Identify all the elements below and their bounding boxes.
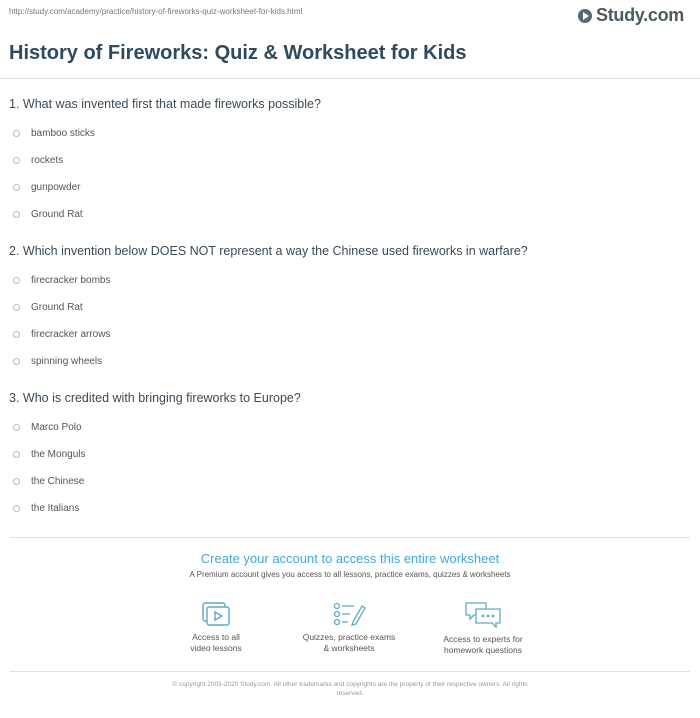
radio-icon[interactable]: [13, 184, 20, 191]
cta-subtitle: A Premium account gives you access to all lessons, practice exams, quizzes & worksheets: [189, 570, 511, 579]
radio-icon[interactable]: [13, 304, 20, 311]
question-1: [9, 97, 690, 228]
footer-divider: [10, 671, 690, 672]
option-label: the Italians: [31, 503, 80, 514]
answer-option[interactable]: [9, 441, 690, 468]
option-label: the Monguls: [31, 449, 86, 460]
question-3: [9, 391, 690, 522]
answer-option[interactable]: [9, 321, 690, 348]
cta-title[interactable]: Create your account to access this entire worksheet: [200, 551, 500, 566]
radio-icon[interactable]: [13, 130, 20, 137]
radio-icon[interactable]: [13, 211, 20, 218]
feature-label: Access to all video lessons: [190, 632, 242, 653]
quizzes-icon: [332, 601, 366, 627]
radio-icon[interactable]: [13, 331, 20, 338]
answer-option[interactable]: [9, 120, 690, 147]
logo-text: Study.com: [596, 5, 684, 25]
page-url: http://study.com/academy/practice/history-of-fireworks-quiz-worksheet-for-kids.html: [9, 7, 303, 16]
question-text: 2. Which invention below DOES NOT represent a way the Chinese used fireworks in warfare?: [9, 244, 528, 258]
feature-list: [0, 601, 700, 661]
title-divider: [0, 78, 700, 79]
answer-option[interactable]: [9, 201, 690, 228]
option-label: Marco Polo: [31, 422, 82, 433]
radio-icon[interactable]: [13, 451, 20, 458]
copyright-text: © copyright 2003-2020 Study.com. All other trademarks and copyrights are the property of their respective owners. All rights reserved.: [172, 681, 528, 697]
cta-divider: [10, 537, 690, 538]
feature-video-lessons: [156, 601, 276, 654]
option-label: firecracker arrows: [31, 329, 111, 340]
option-label: Ground Rat: [31, 209, 83, 220]
experts-chat-icon: [464, 601, 502, 629]
play-logo-icon: [578, 9, 592, 23]
question-text: 3. Who is credited with bringing fireworks to Europe?: [9, 391, 301, 405]
radio-icon[interactable]: [13, 358, 20, 365]
question-2: [9, 244, 690, 375]
feature-experts: [423, 601, 543, 656]
radio-icon[interactable]: [13, 424, 20, 431]
option-label: Ground Rat: [31, 302, 83, 313]
study-logo[interactable]: [578, 5, 684, 26]
answer-option[interactable]: [9, 267, 690, 294]
feature-label: Access to experts for homework questions: [443, 634, 523, 655]
feature-quizzes: [289, 601, 409, 654]
answer-option[interactable]: [9, 495, 690, 522]
radio-icon[interactable]: [13, 277, 20, 284]
cta-section: [0, 551, 700, 579]
option-label: rockets: [31, 155, 64, 166]
answer-option[interactable]: [9, 294, 690, 321]
radio-icon[interactable]: [13, 478, 20, 485]
answer-option[interactable]: [9, 348, 690, 375]
answer-option[interactable]: [9, 468, 690, 495]
option-label: spinning wheels: [31, 356, 103, 367]
video-lessons-icon: [201, 601, 231, 627]
answer-option[interactable]: [9, 414, 690, 441]
option-label: the Chinese: [31, 476, 85, 487]
page-title: History of Fireworks: Quiz & Worksheet for Kids: [9, 42, 467, 64]
radio-icon[interactable]: [13, 505, 20, 512]
feature-label: Quizzes, practice exams & worksheets: [302, 632, 396, 653]
radio-icon[interactable]: [13, 157, 20, 164]
answer-option[interactable]: [9, 174, 690, 201]
answer-option[interactable]: [9, 147, 690, 174]
option-label: bamboo sticks: [31, 128, 95, 139]
option-label: firecracker bombs: [31, 275, 111, 286]
option-label: gunpowder: [31, 182, 81, 193]
question-text: 1. What was invented first that made fireworks possible?: [9, 97, 321, 111]
